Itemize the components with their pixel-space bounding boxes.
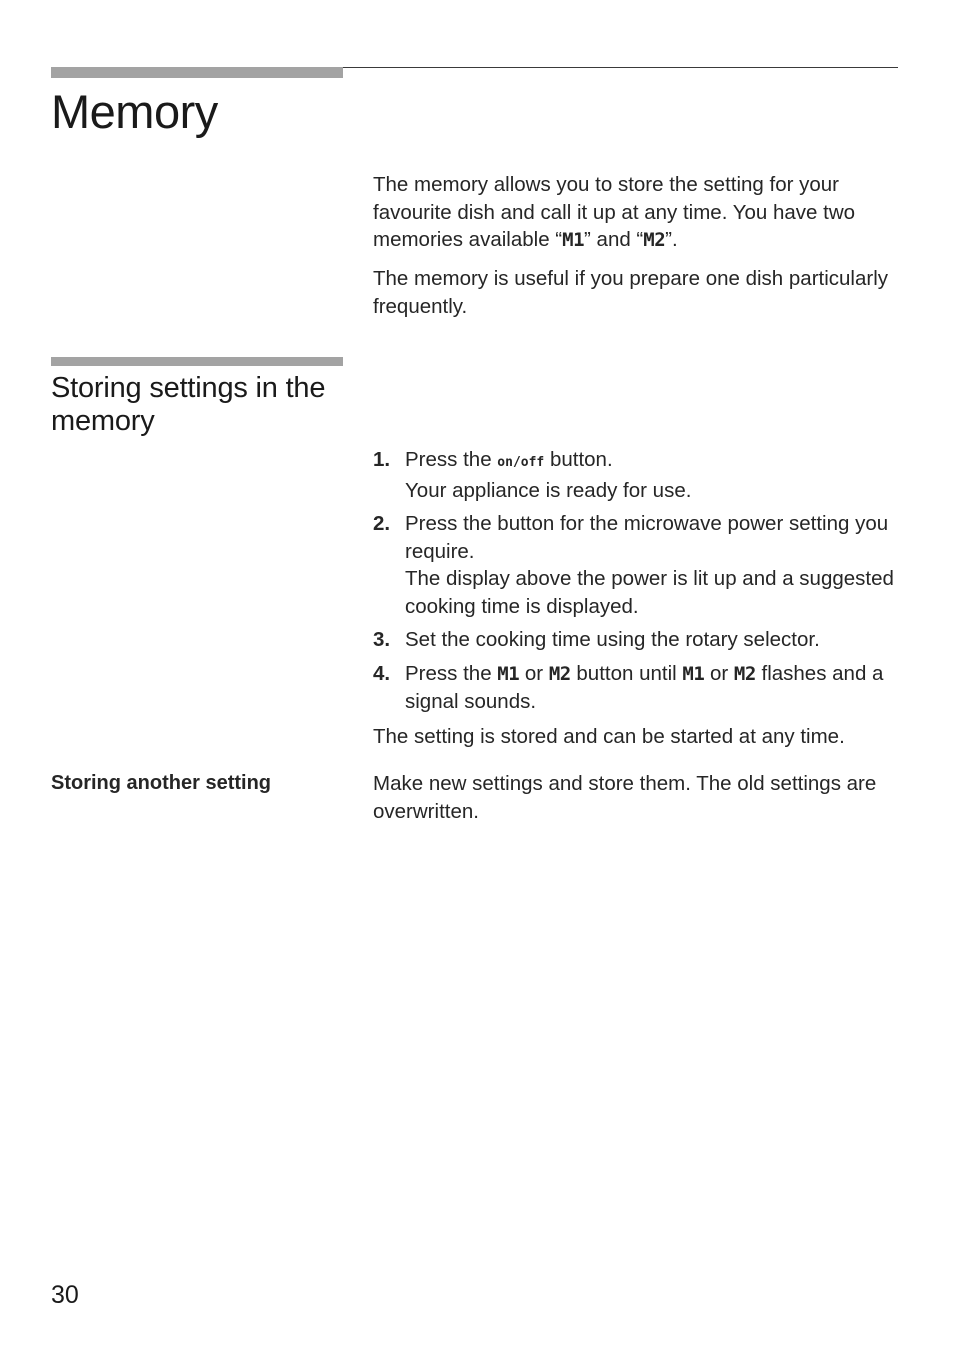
step-instruction [405, 660, 898, 716]
title-rule-thin [343, 67, 898, 68]
step-instruction [405, 446, 898, 477]
step-text: or [519, 661, 549, 685]
title-rule-thick [51, 67, 343, 78]
storing-another-text: Make new settings and store them. The old settings are overwritten. [373, 772, 877, 823]
step-text: flashes and a signal sounds. [405, 661, 884, 713]
step-result: Your appliance is ready for use. [405, 478, 692, 502]
on-off-key-label: on/off [497, 455, 545, 470]
step-text: Press the [405, 448, 498, 471]
step-text: Press the [405, 661, 498, 685]
step-number: 1. [373, 448, 391, 471]
step-item-2 [373, 510, 898, 620]
page-title: Memory [51, 85, 218, 138]
steps-list [373, 446, 898, 716]
step-instruction: Press the button for the microwave power setting you require. [405, 512, 889, 563]
section-title: Storing settings in the memory [51, 372, 326, 437]
intro-paragraph-2: The memory is useful if you prepare one dish particularly frequently. [373, 267, 889, 318]
page-number: 30 [51, 1281, 79, 1309]
step-number: 2. [373, 512, 391, 535]
intro-paragraph-1 [373, 171, 898, 255]
memory-key-m1: M1 [682, 662, 705, 685]
step-result: The display above the power is lit up and a suggested cooking time is displayed. [405, 567, 894, 618]
step-item-1 [373, 446, 898, 504]
step-text: button. [544, 448, 613, 471]
memory-key-m2: M2 [643, 229, 666, 251]
step-item-3 [373, 626, 898, 654]
memory-key-m2: M2 [733, 662, 756, 685]
step-text: or [704, 661, 734, 685]
step-number: 3. [373, 628, 391, 651]
step-number: 4. [373, 661, 391, 685]
memory-key-m2: M2 [548, 662, 571, 685]
intro-text-end: ”. [665, 228, 678, 251]
intro-text-middle: ” and “ [584, 228, 644, 251]
memory-key-m1: M1 [562, 229, 585, 251]
step-item-4 [373, 660, 898, 716]
intro-text-start: The memory allows you to store the setting for your favourite dish and call it up at any time. You have two memories available “ [373, 173, 856, 251]
section-rule [51, 357, 343, 366]
step-text: button until [570, 661, 683, 685]
memory-key-m1: M1 [497, 662, 520, 685]
step-instruction: Set the cooking time using the rotary selector. [405, 628, 820, 651]
storing-another-label: Storing another setting [51, 772, 271, 794]
stored-confirmation-text: The setting is stored and can be started at any time. [373, 725, 845, 748]
